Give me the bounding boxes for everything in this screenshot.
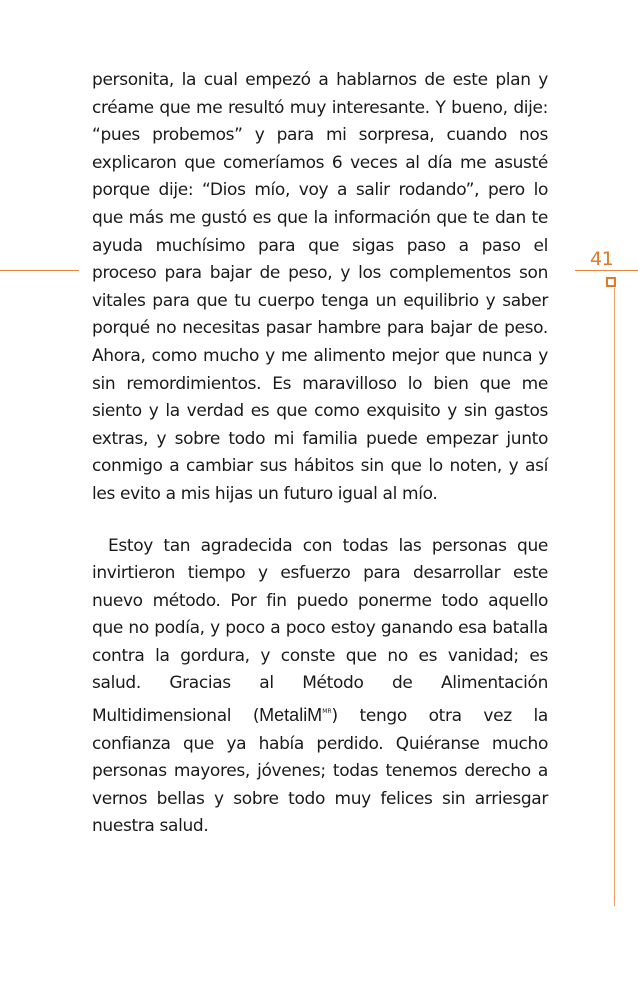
body-text: [92, 67, 548, 841]
paragraph-2-text-before: Estoy tan agradecida con todas las personas que invirtieron tiempo y esfuerzo para desarrollar este nuevo método. Por fin puedo ponerme todo aquello que no podía, y poco a poco estoy ganando esa batalla contra la gordura, y conste que no es vanidad; es salud. Gracias al Método de Alimentación Multidimensional (: [92, 535, 548, 727]
registered-mark: MR: [322, 708, 332, 716]
paragraph-2-text-after: ) tengo otra vez la confianza que ya había perdido. Quiéranse mucho personas mayores, jóvenes; todas tenemos derecho a vernos bellas y sobre todo muy felices sin arriesgar nuestra salud.: [92, 706, 548, 837]
margin-rule-vertical: [614, 288, 615, 906]
page-number: 41: [590, 248, 614, 270]
brand-name: MetaliM: [259, 705, 323, 726]
paragraph-1: personita, la cual empezó a hablarnos de este plan y créame que me resultó muy interesante. Y bueno, dije: “pues probemos” y para mi sorpresa, cuando nos explicaron que comeríamos 6 veces al día me asusté porque dije: “Dios mío, voy a salir rodando”, pero lo que más me gustó es que la información que te dan te ayuda muchísimo para que sigas paso a paso el proceso para bajar de peso, y los complementos son vitales para que tu cuerpo tenga un equilibrio y saber porqué no necesitas pasar hambre para bajar de peso. Ahora, como mucho y me alimento mejor que nunca y sin remordimientos. Es maravilloso lo bien que me siento y la verdad es que como exquisito y sin gastos extras, y sobre todo mi familia puede empezar junto conmigo a cambiar sus hábitos sin que lo noten, y así les evito a mis hijas un futuro igual al mío.: [92, 70, 548, 504]
header-rule-left: [0, 270, 79, 271]
square-ornament-icon: [606, 277, 616, 287]
paragraph-2: [92, 533, 548, 842]
header-rule-right: [575, 270, 638, 271]
